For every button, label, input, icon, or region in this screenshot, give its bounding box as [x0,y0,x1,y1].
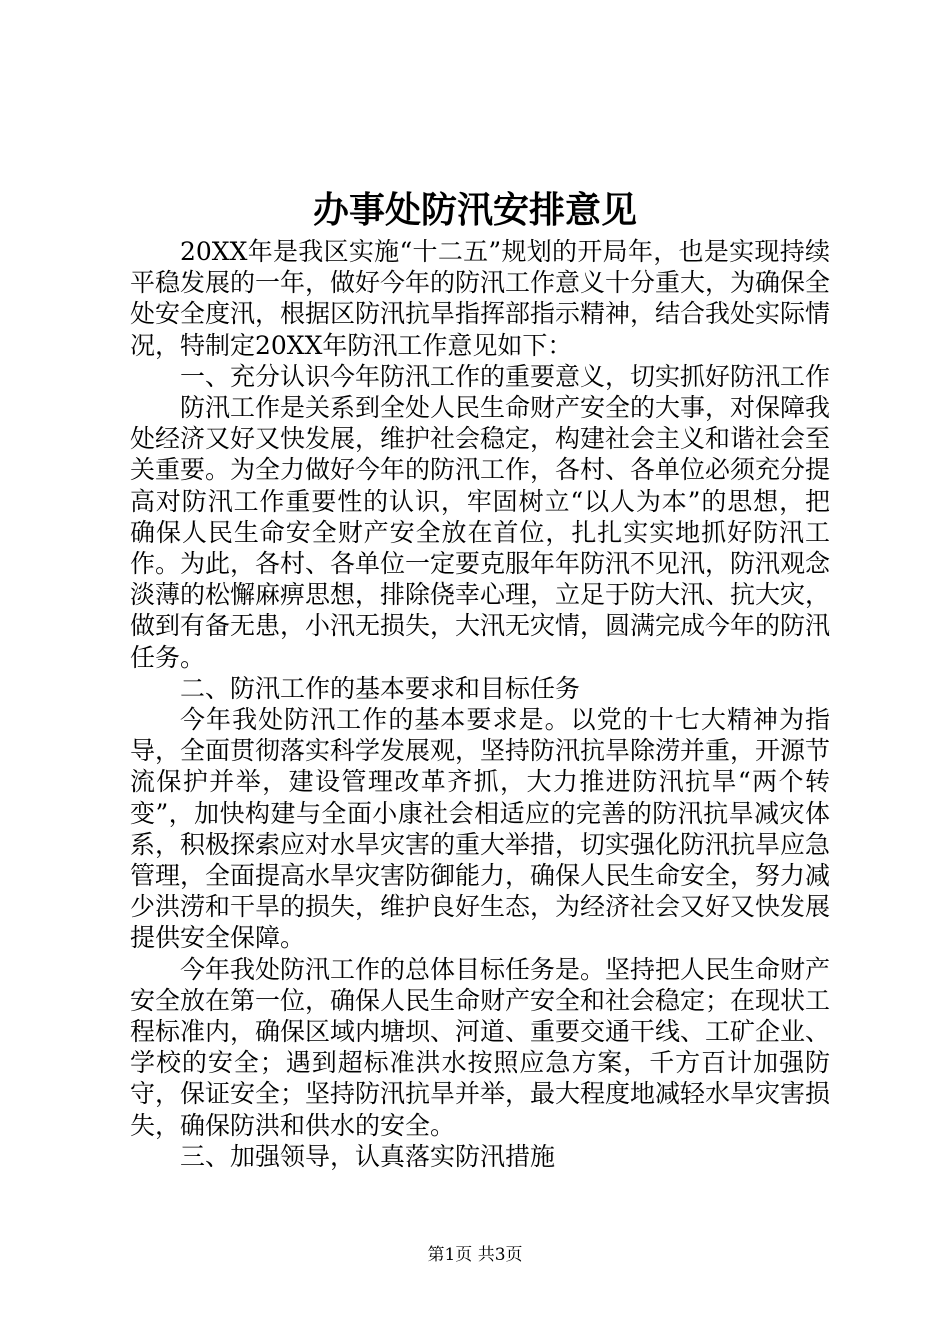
paragraph-section-1: 防汛工作是关系到全处人民生命财产安全的大事，对保障我处经济又好又快发展，维护社会稳定，构建社会主义和谐社会至关重要。为全力做好今年的防汛工作，各村、各单位必须充分提高对防汛工作重要性的认识，牢固树立“以人为本”的思想，把确保人民生命安全财产安全放在首位，扎扎实实地抓好防汛工作。为此，各村、各单位一定要克服年年防汛不见汛，防汛观念淡薄的松懈麻痹思想，排除侥幸心理，立足于防大汛、抗大灾，做到有备无患，小汛无损失，大汛无灾情，圆满完成今年的防汛任务。 [130,393,831,672]
document-body [130,236,830,1172]
paragraph-intro: 20XX年是我区实施“十二五”规划的开局年，也是实现持续平稳发展的一年，做好今年的防汛工作意义十分重大，为确保全处安全度汛，根据区防汛抗旱指挥部指示精神，结合我处实际情况，特制定20XX年防汛工作意见如下： [130,237,831,360]
paragraph-overall-goals: 今年我处防汛工作的总体目标任务是。坚持把人民生命财产安全放在第一位，确保人民生命财产安全和社会稳定；在现状工程标准内，确保区域内塘坝、河道、重要交通干线、工矿企业、学校的安全；遇到超标准洪水按照应急方案，千方百计加强防守，保证安全；坚持防汛抗旱并举，最大程度地减轻水旱灾害损失，确保防洪和供水的安全。 [130,954,831,1140]
section-heading-1: 一、充分认识今年防汛工作的重要意义，切实抓好防汛工作 [180,361,831,391]
section-heading-2: 二、防汛工作的基本要求和目标任务 [180,673,581,703]
document-title: 办事处防汛安排意见 [312,189,637,231]
page-number-footer: 第1页 共3页 [427,1245,523,1265]
paragraph-basic-requirements: 今年我处防汛工作的基本要求是。以党的十七大精神为指导，全面贯彻落实科学发展观，坚持防汛抗旱除涝并重，开源节流保护并举，建设管理改革齐抓，大力推进防汛抗旱“两个转变”，加快构建与全面小康社会相适应的完善的防汛抗旱减灾体系，积极探索应对水旱灾害的重大举措，切实强化防汛抗旱应急管理，全面提高水旱灾害防御能力，确保人民生命安全，努力减少洪涝和干旱的损失，维护良好生态，为经济社会又好又快发展提供安全保障。 [130,705,831,953]
section-heading-3: 三、加强领导，认真落实防汛措施 [180,1141,556,1171]
